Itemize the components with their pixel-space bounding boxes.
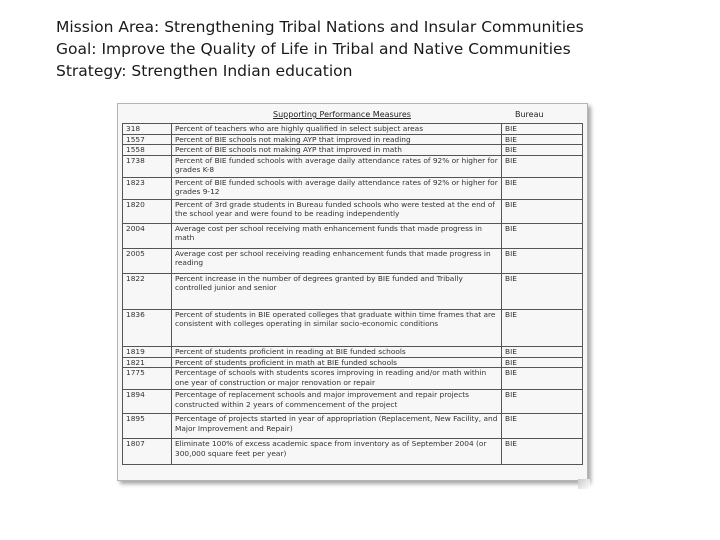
table-row [123, 368, 583, 390]
measure-bureau: BIE [502, 357, 583, 368]
measure-id: 1819 [123, 346, 172, 357]
measure-id: 2005 [123, 248, 172, 273]
measure-bureau: BIE [502, 134, 583, 145]
table-row [123, 124, 583, 135]
measure-bureau: BIE [502, 414, 583, 439]
measure-bureau: BIE [502, 273, 583, 309]
page-curl-shadow [578, 479, 590, 489]
measure-id: 1823 [123, 177, 172, 199]
table-row [123, 309, 583, 346]
measure-text: Percent of students in BIE operated colleges that graduate within time frames that are consistent with colleges operating in similar socio-economic conditions [172, 309, 502, 346]
measure-text: Percent of teachers who are highly qualified in select subject areas [172, 124, 502, 135]
measure-id: 1558 [123, 145, 172, 156]
table-row [123, 414, 583, 439]
measure-text: Percent of 3rd grade students in Bureau funded schools who were tested at the end of the school year and were found to be reading independently [172, 199, 502, 223]
table-header [122, 107, 583, 123]
table-row [123, 439, 583, 465]
measure-text: Eliminate 100% of excess academic space from inventory as of September 2004 (or 300,000 square feet per year) [172, 439, 502, 465]
measure-text: Percent of students proficient in math at BIE funded schools [172, 357, 502, 368]
measure-text: Percentage of schools with students scores improving in reading and/or math within one year of construction or major renovation or repair [172, 368, 502, 390]
table-row [123, 177, 583, 199]
slide-header [56, 16, 706, 82]
mission-area-line: Mission Area: Strengthening Tribal Nations and Insular Communities [56, 18, 584, 36]
table-row [123, 134, 583, 145]
strategy-line: Strategy: Strengthen Indian education [56, 62, 353, 80]
measure-id: 1894 [123, 390, 172, 414]
measure-bureau: BIE [502, 309, 583, 346]
measure-id: 1821 [123, 357, 172, 368]
measure-text: Percent of BIE schools not making AYP that improved in math [172, 145, 502, 156]
table-row [123, 248, 583, 273]
goal-line: Goal: Improve the Quality of Life in Tribal and Native Communities [56, 40, 571, 58]
measure-id: 1895 [123, 414, 172, 439]
table-row [123, 273, 583, 309]
measure-id: 1807 [123, 439, 172, 465]
table-row [123, 155, 583, 177]
measure-id: 2004 [123, 223, 172, 248]
measure-bureau: BIE [502, 248, 583, 273]
measure-bureau: BIE [502, 439, 583, 465]
measure-bureau: BIE [502, 155, 583, 177]
measure-bureau: BIE [502, 177, 583, 199]
measures-table-body [122, 123, 583, 465]
measure-bureau: BIE [502, 390, 583, 414]
measure-text: Percent of BIE funded schools with average daily attendance rates of 92% or higher for grades 9-12 [172, 177, 502, 199]
measure-text: Percent of BIE funded schools with average daily attendance rates of 92% or higher for grades K-8 [172, 155, 502, 177]
measure-bureau: BIE [502, 124, 583, 135]
column-header-measures: Supporting Performance Measures [273, 110, 411, 119]
measure-text: Percent increase in the number of degrees granted by BIE funded and Tribally controlled junior and senior [172, 273, 502, 309]
measure-bureau: BIE [502, 145, 583, 156]
table-row [123, 199, 583, 223]
performance-measures-table [117, 103, 588, 481]
measure-text: Percent of BIE schools not making AYP that improved in reading [172, 134, 502, 145]
measure-id: 1738 [123, 155, 172, 177]
table-row [123, 390, 583, 414]
table-row [123, 145, 583, 156]
measure-id: 1775 [123, 368, 172, 390]
measure-bureau: BIE [502, 199, 583, 223]
measure-text: Percentage of replacement schools and major improvement and repair projects constructed within 2 years of commencement of the project [172, 390, 502, 414]
measure-id: 1822 [123, 273, 172, 309]
measure-id: 1557 [123, 134, 172, 145]
table-row [123, 357, 583, 368]
measure-text: Percent of students proficient in reading at BIE funded schools [172, 346, 502, 357]
measure-text: Average cost per school receiving math enhancement funds that made progress in math [172, 223, 502, 248]
measure-text: Percentage of projects started in year of appropriation (Replacement, New Facility, and Major Improvement and Repair) [172, 414, 502, 439]
table-row [123, 346, 583, 357]
measure-id: 1836 [123, 309, 172, 346]
measure-id: 318 [123, 124, 172, 135]
measure-bureau: BIE [502, 346, 583, 357]
measure-bureau: BIE [502, 368, 583, 390]
column-header-bureau: Bureau [515, 110, 544, 119]
table-row [123, 223, 583, 248]
measure-bureau: BIE [502, 223, 583, 248]
measure-text: Average cost per school receiving reading enhancement funds that made progress in reading [172, 248, 502, 273]
measure-id: 1820 [123, 199, 172, 223]
